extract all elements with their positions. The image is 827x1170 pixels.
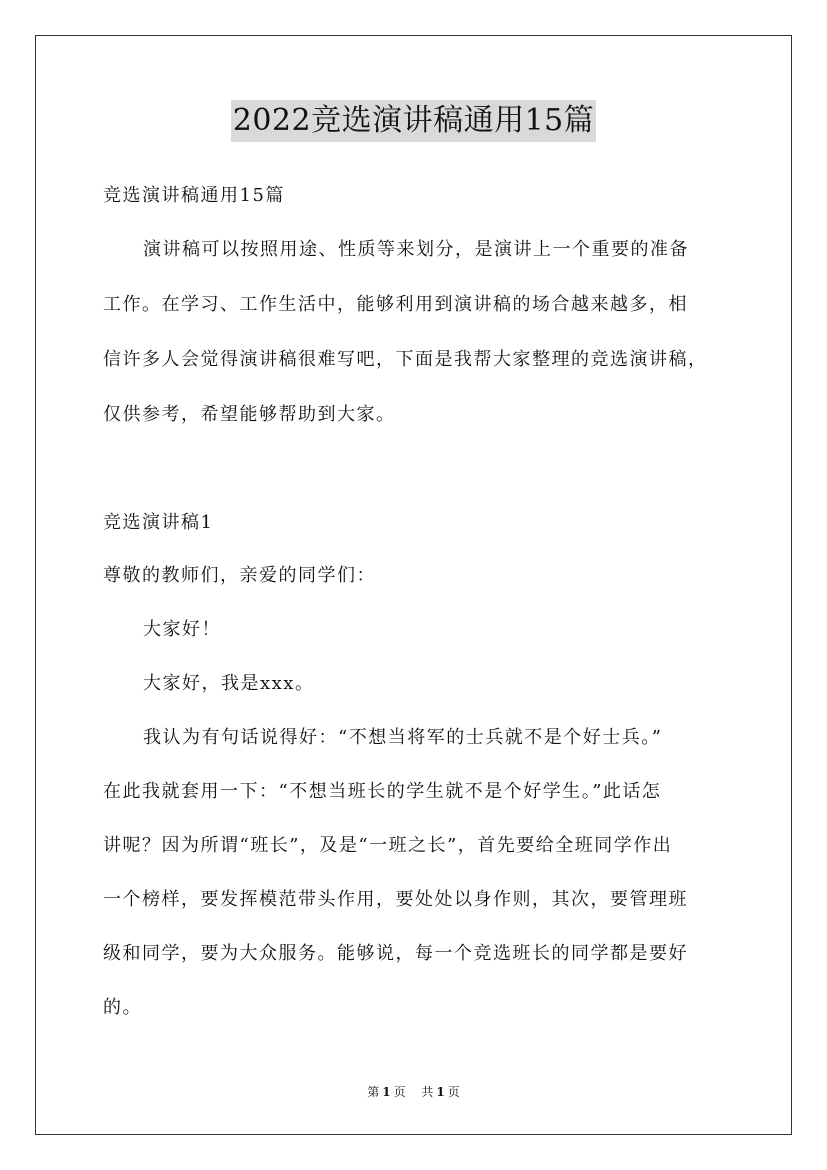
body-line: 的。	[103, 997, 142, 1018]
intro-line: 信许多人会觉得演讲稿很难写吧，下面是我帮大家整理的竞选演讲稿，	[103, 349, 708, 370]
intro-line: 演讲稿可以按照用途、性质等来划分，是演讲上一个重要的准备	[143, 239, 689, 260]
document-title: 2022竞选演讲稿通用15篇	[231, 100, 597, 142]
total-suffix: 页	[447, 1085, 460, 1099]
page-indicator	[364, 1085, 408, 1099]
intro-line: 仅供参考，希望能够帮助到大家。	[103, 404, 396, 425]
document-subtitle: 竞选演讲稿通用15篇	[103, 185, 285, 206]
salutation: 尊敬的教师们，亲爱的同学们：	[103, 565, 376, 586]
intro-line: 工作。在学习、工作生活中，能够利用到演讲稿的场合越来越多，相	[103, 294, 688, 315]
page-prefix: 第	[367, 1085, 380, 1099]
greeting-line: 大家好！	[143, 619, 221, 640]
section-heading: 竞选演讲稿1	[103, 512, 214, 533]
body-line: 级和同学，要为大众服务。能够说，每一个竞选班长的同学都是要好	[103, 943, 688, 964]
body-line: 我认为有句话说得好：“不想当将军的士兵就不是个好士兵。”	[143, 727, 663, 748]
page-footer	[0, 1083, 827, 1100]
total-pages: 1	[436, 1085, 445, 1099]
total-prefix: 共	[421, 1085, 434, 1099]
body-line: 一个榜样，要发挥模范带头作用，要处处以身作则，其次，要管理班	[103, 889, 688, 910]
greeting-line: 大家好，我是xxx。	[143, 673, 315, 694]
page-suffix: 页	[393, 1085, 406, 1099]
body-line: 在此我就套用一下：“不想当班长的学生就不是个好学生。”此话怎	[103, 781, 662, 802]
total-pages-indicator	[418, 1085, 462, 1099]
title-container	[0, 100, 827, 142]
body-line: 讲呢？因为所谓“班长”，及是“一班之长”，首先要给全班同学作出	[103, 835, 673, 856]
page-number: 1	[382, 1085, 391, 1099]
